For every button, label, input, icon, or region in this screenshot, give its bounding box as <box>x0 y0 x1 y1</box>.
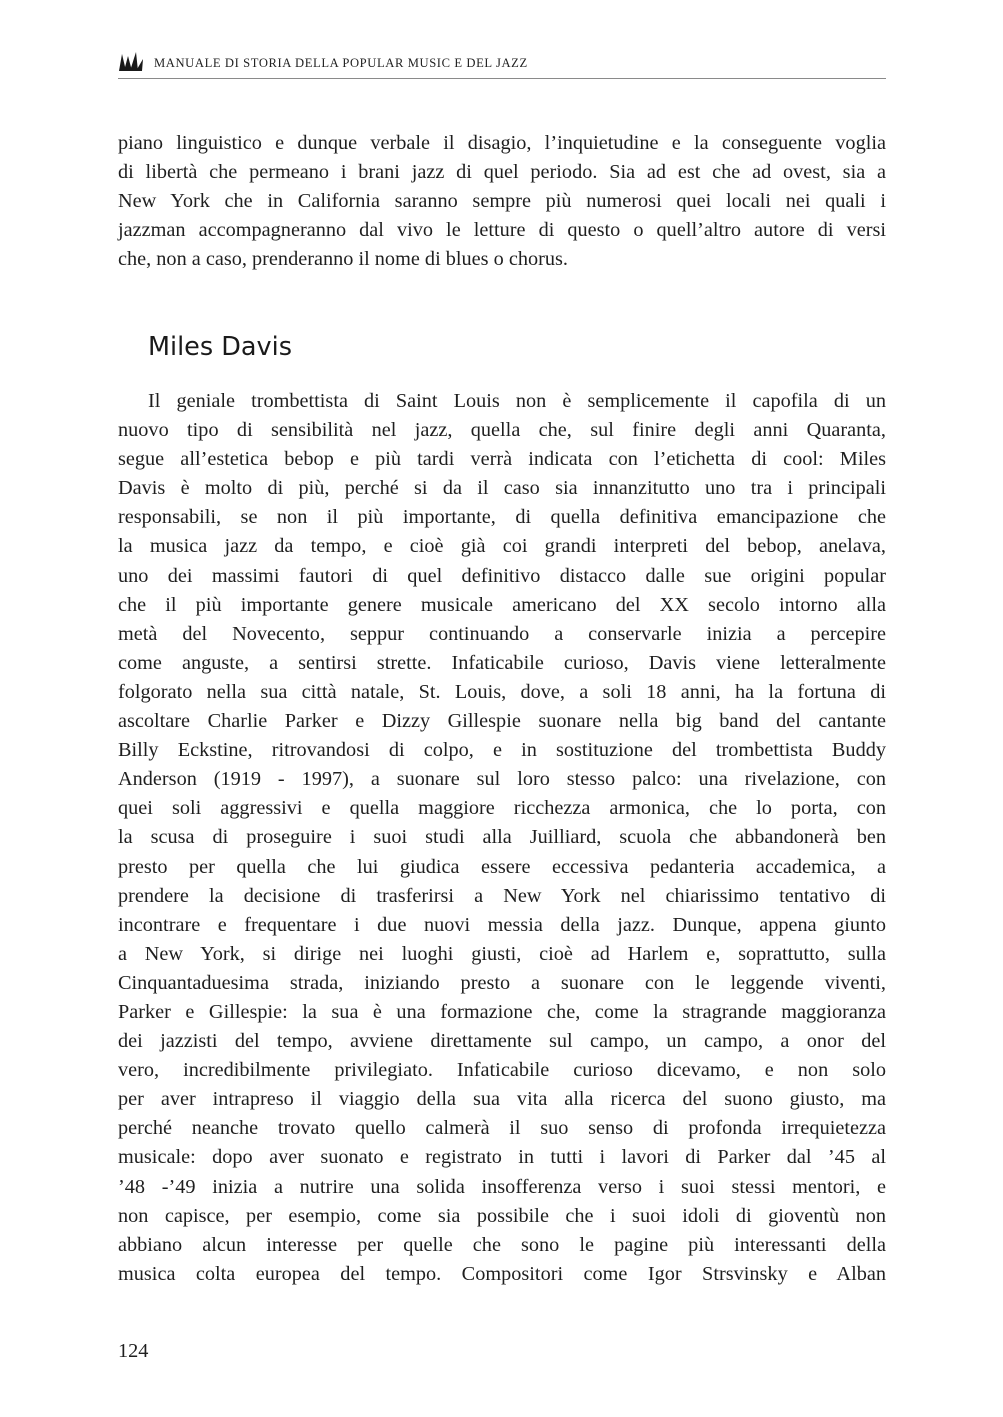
text-line: vero, incredibilmente privilegiato. Infaticabile curioso dicevamo, e non solo <box>118 1059 886 1082</box>
text-line: metà del Novecento, seppur continuando a conservarle inizia a percepire <box>118 622 886 645</box>
text-line: presto per quella che lui giudica essere eccessiva pedanteria accademica, a <box>118 855 886 878</box>
text-line: New York che in California saranno sempre più numerosi quei locali nei quali i <box>118 190 886 213</box>
text-line: che il più importante genere musicale americano del XX secolo intorno alla <box>118 593 886 616</box>
text-line: prendere la decisione di trasferirsi a New York nel chiarissimo tentativo di <box>118 884 886 907</box>
text-line: segue all’estetica bebop e più tardi verrà indicata con l’etichetta di cool: Miles <box>118 448 886 471</box>
text-line: Anderson (1919 - 1997), a suonare sul loro stesso palco: una rivelazione, con <box>118 768 886 791</box>
text-line: piano linguistico e dunque verbale il disagio, l’inquietudine e la conseguente voglia <box>118 132 886 154</box>
text-line: che, non a caso, prenderanno il nome di blues o chorus. <box>118 248 569 271</box>
intro-paragraph <box>118 129 886 274</box>
page-number: 124 <box>118 1340 149 1362</box>
section-title: Miles Davis <box>148 332 292 362</box>
text-line: Davis è molto di più, perché si da il caso sia innanzitutto uno tra i principali <box>118 477 886 500</box>
text-line: incontrare e frequentare i due nuovi messia della jazz. Dunque, appena giunto <box>118 913 886 936</box>
text-line: folgorato nella sua città natale, St. Louis, dove, a soli 18 anni, ha la fortuna di <box>118 680 886 703</box>
text-line: Cinquantaduesima strada, iniziando presto a suonare con le leggende viventi, <box>118 971 886 994</box>
text-line: di libertà che permeano i brani jazz di quel periodo. Sia ad est che ad ovest, sia a <box>118 161 886 184</box>
miles-davis-paragraph <box>118 387 886 1289</box>
text-line: non capisce, per esempio, come sia possibile che i suoi idoli di gioventù non <box>118 1204 886 1227</box>
text-line: responsabili, se non il più importante, di quella definitiva emancipazione che <box>118 506 886 529</box>
text-line: Il geniale trombettista di Saint Louis non è semplicemente il capofila di un <box>148 390 886 412</box>
text-line: ascoltare Charlie Parker e Dizzy Gillespie suonare nella big band del cantante <box>118 710 886 733</box>
text-line: quei soli aggressivi e quella maggiore ricchezza armonica, che lo porta, con <box>118 797 886 820</box>
text-line: come anguste, a sentirsi strette. Infaticabile curioso, Davis viene letteralmente <box>118 651 886 674</box>
text-line: Parker e Gillespie: la sua è una formazione che, come la stragrande maggioranza <box>118 1000 886 1023</box>
text-line: la scusa di proseguire i suoi studi alla Juilliard, scuola che abbandonerà ben <box>118 826 886 849</box>
text-line: ’48 -’49 inizia a nutrire una solida insofferenza verso i suoi stessi mentori, e <box>118 1175 886 1198</box>
running-title: MANUALE DI STORIA DELLA POPULAR MUSIC E DEL JAZZ <box>154 56 528 70</box>
text-line: musicale: dopo aver suonato e registrato in tutti i lavori di Parker dal ’45 al <box>118 1146 886 1169</box>
text-line: Billy Eckstine, ritrovandosi di colpo, e in sostituzione del trombettista Buddy <box>118 739 886 762</box>
text-line: musica colta europea del tempo. Compositori come Igor Strsvinsky e Alban <box>118 1262 886 1285</box>
text-line: jazzman accompagneranno dal vivo le letture di questo o quell’altro autore di versi <box>118 219 886 242</box>
text-line: uno dei massimi fautori di quel definitivo distacco dalle sue origini popular <box>118 564 886 587</box>
text-line: per aver intrapreso il viaggio della sua vita alla ricerca del suono giusto, ma <box>118 1088 886 1111</box>
text-line: perché neanche trovato quello calmerà il suo senso di profonda irrequietezza <box>118 1117 886 1140</box>
text-line: la musica jazz da tempo, e cioè già coi grandi interpreti del bebop, anelava, <box>118 535 886 558</box>
text-line: a New York, si dirige nei luoghi giusti, cioè ad Harlem e, soprattutto, sulla <box>118 942 886 965</box>
book-leaves-logo-icon <box>118 52 144 72</box>
text-line: abbiano alcun interesse per quelle che sono le pagine più interessanti della <box>118 1233 886 1256</box>
text-line: nuovo tipo di sensibilità nel jazz, quella che, sul finire degli anni Quaranta, <box>118 419 886 442</box>
text-line: dei jazzisti del tempo, avviene direttamente sul campo, un campo, a onor del <box>118 1030 886 1053</box>
running-header <box>118 48 886 79</box>
